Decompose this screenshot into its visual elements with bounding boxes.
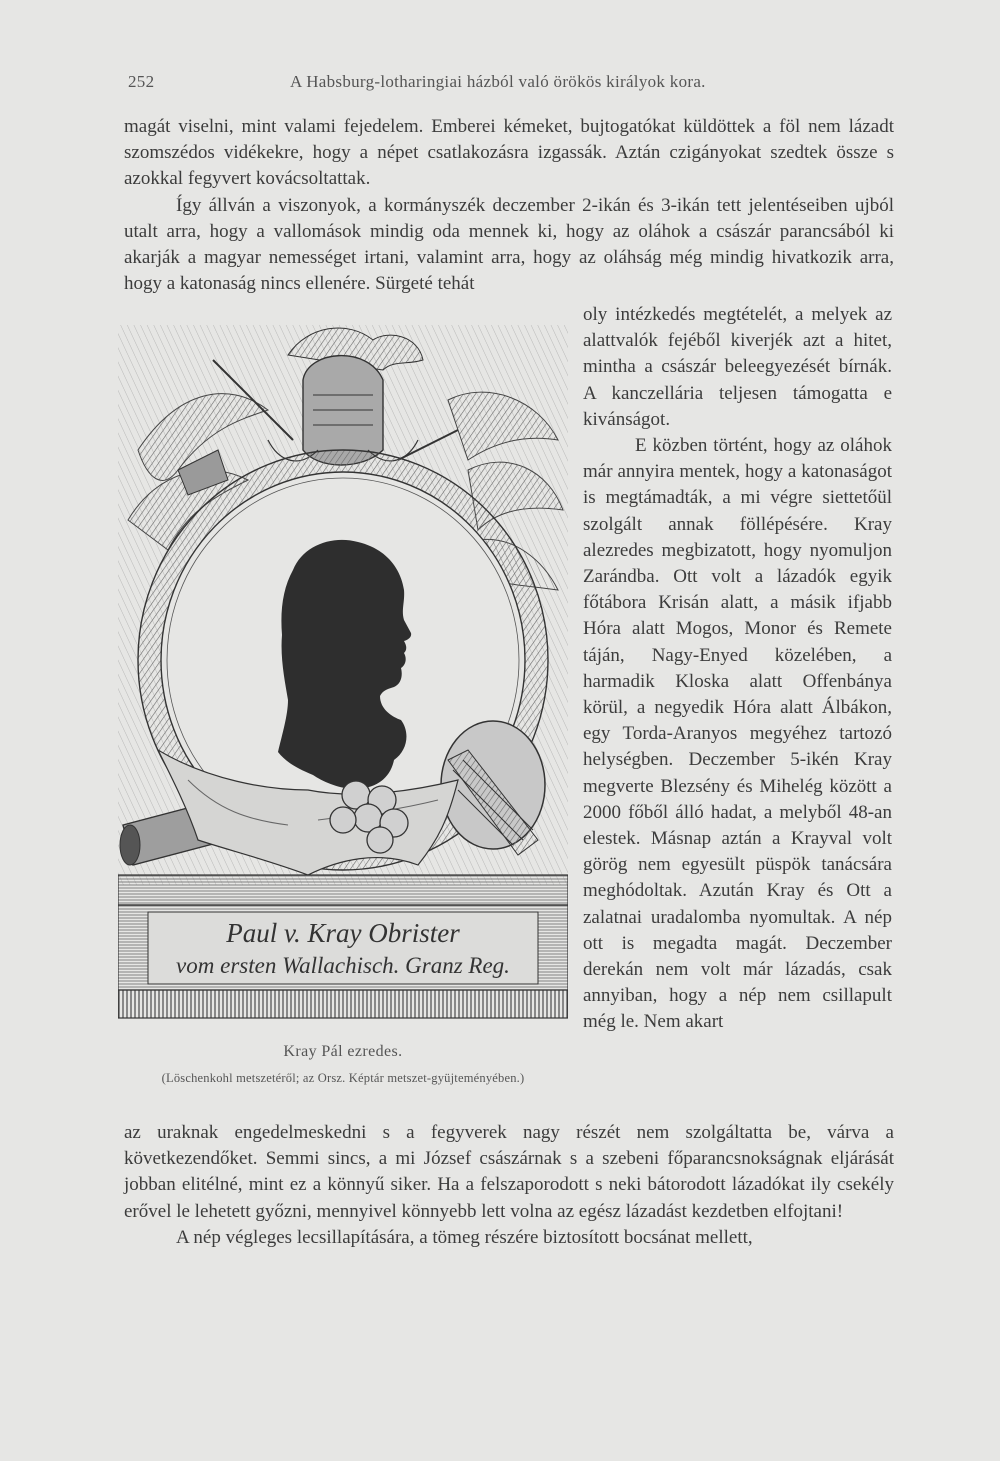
engraving-illustration bbox=[118, 320, 568, 1020]
page-number: 252 bbox=[128, 72, 155, 91]
paragraph: magát viselni, mint valami fejedelem. Emberei kémeket, bujtogatókat küldöttek a föl nem lázadt szomszédos vidékekre, hogy a népet csatlakozásra izgassák. Aztán czigányokat szedtek össze s azokkal fegyvert kovácsoltattak. bbox=[124, 116, 894, 190]
paragraph: az uraknak engedelmeskedni s a fegyverek nagy részét nem szolgáltatta be, várva a következendőket. Semmi sincs, a mi József császárnak s a szebeni főparancsnokságnak eljárását jobban elitélné, mint ez a könnyű siker. Ha a felszaporodott s neki bátorodott lázadókat ily csekély erővel le lehetett győzni, mennyivel könnyebb lett volna az egész lázadást kezdetben elfojtani! bbox=[124, 1122, 894, 1222]
paragraph: A nép végleges lecsillapítására, a tömeg részére biztosított bocsánat mellett, bbox=[176, 1226, 753, 1248]
right-column-text bbox=[583, 302, 892, 1036]
top-text-block bbox=[124, 114, 894, 297]
figure-caption: Kray Pál ezredes. bbox=[283, 1043, 403, 1060]
portrait-engraving bbox=[118, 320, 568, 1020]
inscription-plate bbox=[118, 875, 568, 1018]
paragraph: Így állván a viszonyok, a kormányszék deczember 2-ikán és 3-ikán tett jelentéseiben ujból utalt arra, hogy a vallomások mindig oda mennek ki, hogy az oláhok a császár parancsából ki akarják a magyar nemességet irtani, valamint arra, hogy az oláhság még mindig hivatkozik arra, hogy a katonaság nincs ellenére. Sürgeté tehát bbox=[124, 194, 894, 295]
paragraph: E közben történt, hogy az oláhok már annyira mentek, hogy a katonaságot is megtámadták, a mi végre siettetőül szolgált annak föllépésére. Kray alezredes megbizatott, hogy nyomuljon Zarándba. Ott volt a lázadók egyik főtábora Krisán alatt, a másik ifjabb Hóra alatt Mogos, Monor és Remete táján, Nagy-Enyed közelében, a harmadik Kloska alatt Offenbánya körül, a negyedik Hóra alatt Álbákon, egy Torda-Aranyos megyéhez tartozó helységben. Deczember 5-ikén Kray megverte Blezsény és Mihelég között a 2000 főből álló hadat, a melyből 48-an elestek. Másnap aztán a Krayval volt görög nem egyesült püspök tanácsára meghódoltak. Azután Kray és Ott a zalatnai uradalomba nyomultak. A nép ott is megadta magát. Deczember derekán nem volt már lázadás, csak annyiban, hogy a nép nem csillapult még le. Nem akart bbox=[583, 435, 892, 1033]
silhouette-portrait bbox=[278, 540, 411, 788]
inscription-line-1: Paul v. Kray Obrister bbox=[226, 918, 460, 948]
running-header bbox=[128, 72, 898, 98]
inscription-line-2: vom ersten Wallachisch. Granz Reg. bbox=[176, 953, 510, 978]
bottom-text-block bbox=[124, 1120, 894, 1251]
running-title: A Habsburg-lotharingiai házból való örökös királyok kora. bbox=[290, 72, 706, 91]
figure-source: (Löschenkohl metszetéről; az Orsz. Képtár metszet-gyüjteményében.) bbox=[161, 1071, 525, 1085]
paragraph: oly intézkedés megtételét, a melyek az alattvalók fejéből kiverjék azt a hitet, mintha a császár beleegyezését bírnák. A kanczellária teljesen támogatta e kivánságot. bbox=[583, 304, 892, 430]
